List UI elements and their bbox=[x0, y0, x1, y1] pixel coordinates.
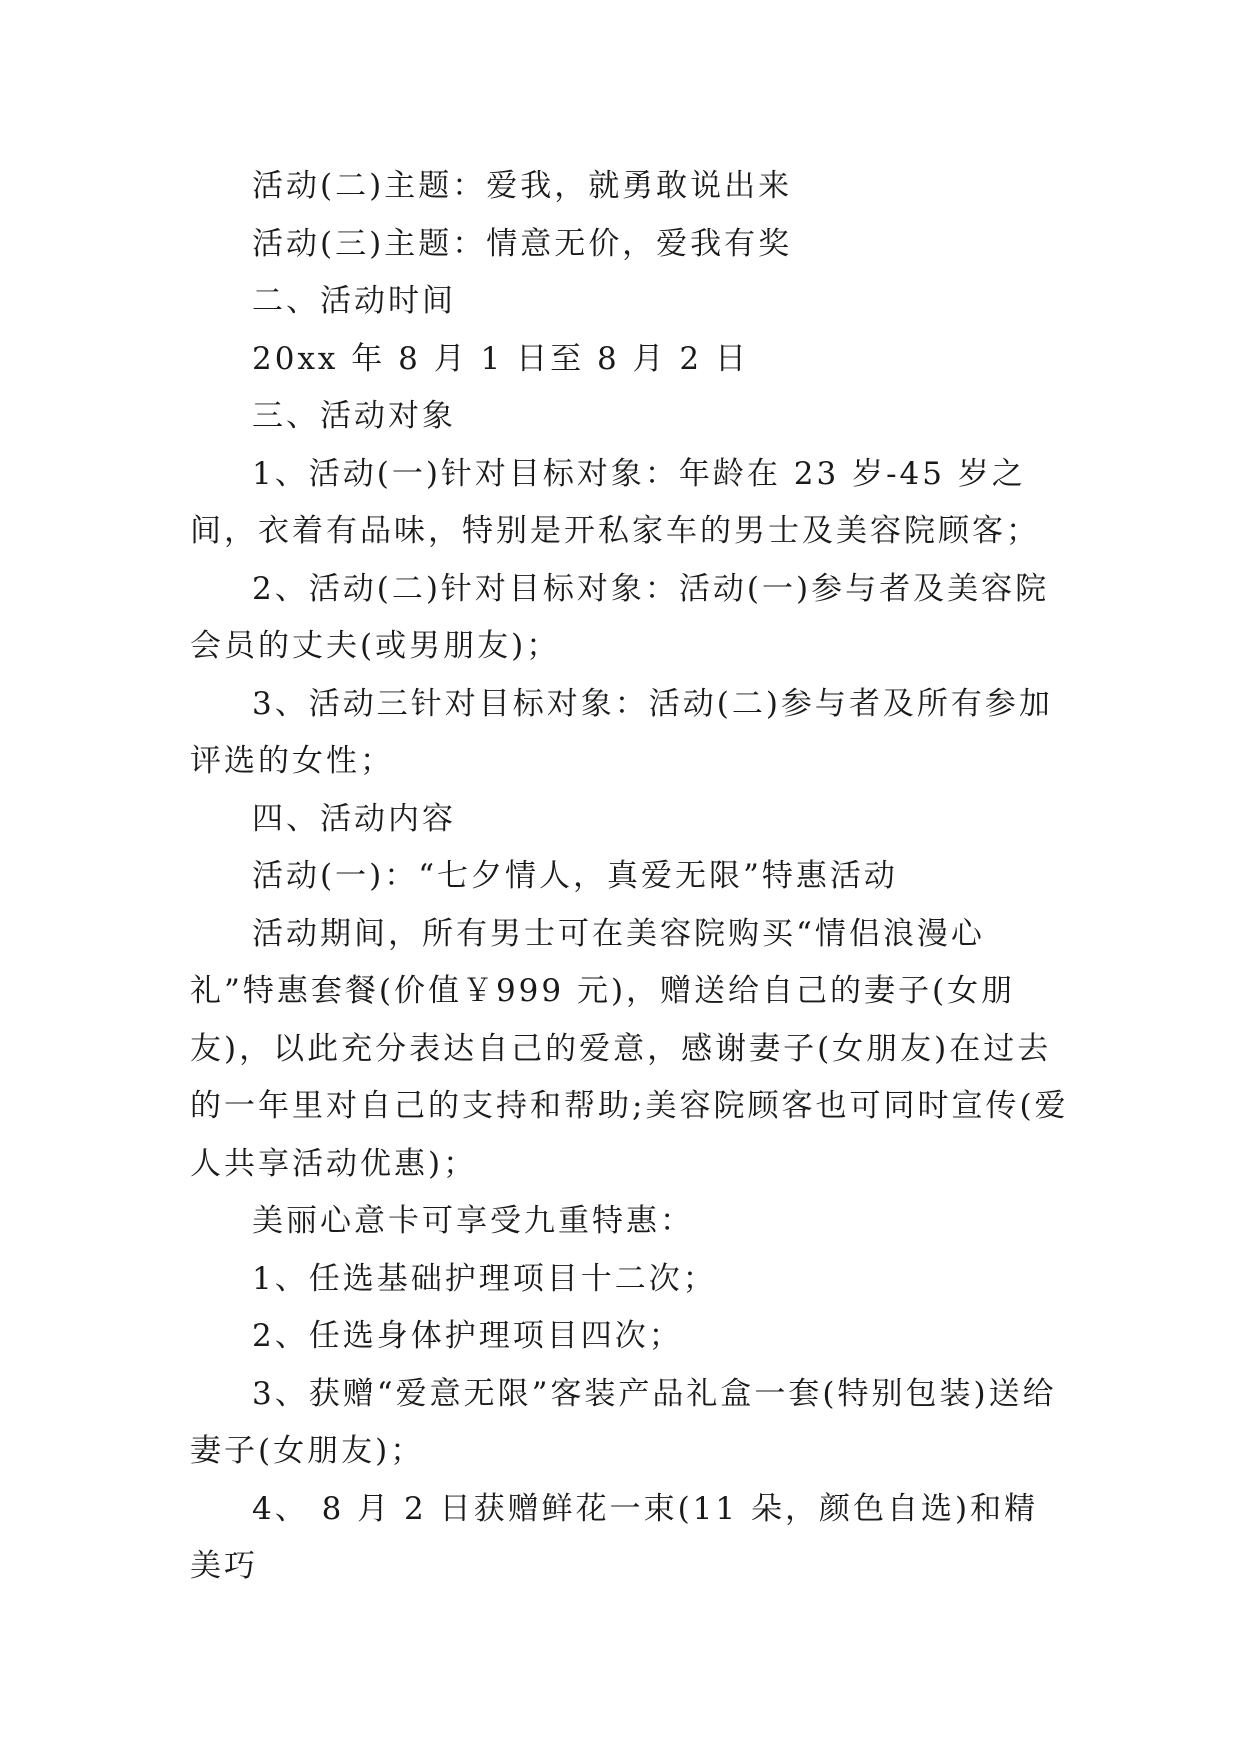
list-item-benefit-4: 4、 8 月 2 日获赠鲜花一束(11 朵，颜色自选)和精美巧 bbox=[190, 1490, 1039, 1584]
paragraph-card-benefits: 美丽心意卡可享受九重特惠： bbox=[252, 1203, 694, 1239]
list-item-benefit-3: 3、获赠“爱意无限”客装产品礼盒一套(特别包装)送给妻子(女朋友)； bbox=[190, 1375, 1057, 1469]
paragraph-activity-1-body: 活动期间，所有男士可在美容院购买“情侣浪漫心礼”特惠套餐(价值￥999 元)，赠送给自己的妻子(女朋友)，以此充分表达自己的爱意，感谢妻子(女朋友)在过去的一年里对自己的支持和帮助;美容院顾客也可同时宣传(爱人共享活动优惠)； bbox=[190, 915, 1069, 1182]
paragraph-target-3: 3、活动三针对目标对象：活动(二)参与者及所有参加评选的女性； bbox=[190, 685, 1053, 779]
paragraph-date-range: 20xx 年 8 月 1 日至 8 月 2 日 bbox=[252, 340, 749, 377]
paragraph-activity-1-title: 活动(一)：“七夕情人，真爱无限”特惠活动 bbox=[252, 858, 898, 894]
section-heading-time: 二、活动时间 bbox=[252, 283, 456, 319]
paragraph-theme-2: 活动(二)主题：爱我，就勇敢说出来 bbox=[252, 168, 793, 204]
list-item-benefit-1: 1、任选基础护理项目十二次； bbox=[252, 1260, 717, 1297]
paragraph-target-1: 1、活动(一)针对目标对象：年龄在 23 岁-45 岁之间，衣着有品味，特别是开私家车的男士及美容院顾客； bbox=[190, 455, 1040, 549]
document-body bbox=[190, 158, 1070, 1596]
paragraph-target-2: 2、活动(二)针对目标对象：活动(一)参与者及美容院会员的丈夫(或男朋友)； bbox=[190, 570, 1050, 664]
paragraph-theme-3: 活动(三)主题：情意无价，爱我有奖 bbox=[252, 225, 793, 262]
section-heading-target: 三、活动对象 bbox=[252, 398, 456, 434]
list-item-benefit-2: 2、任选身体护理项目四次； bbox=[252, 1318, 683, 1354]
section-heading-content: 四、活动内容 bbox=[252, 800, 456, 837]
